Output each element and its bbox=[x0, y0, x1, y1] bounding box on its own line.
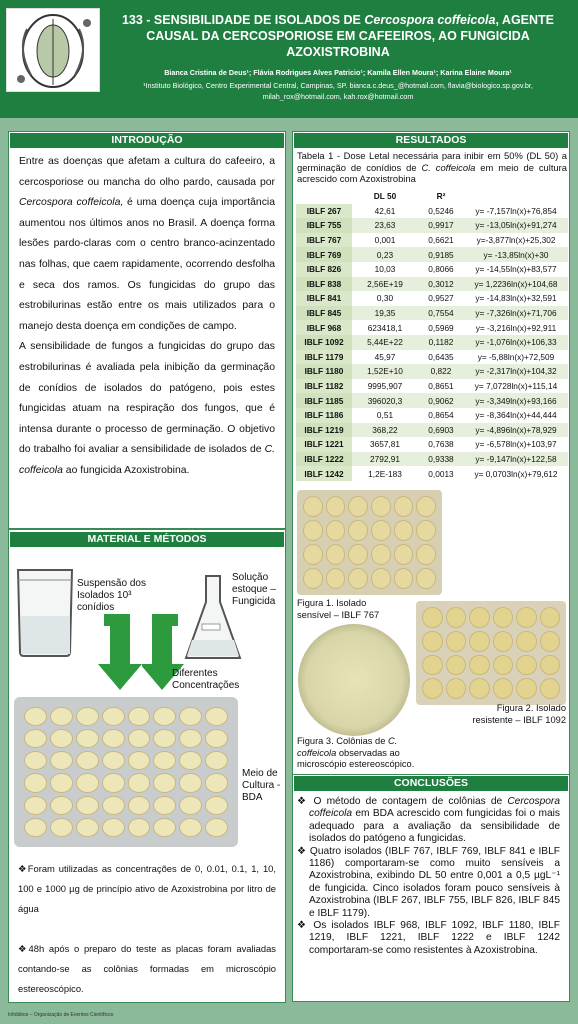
table-cell-eq: y= -5,88ln(x)+72,509 bbox=[477, 351, 555, 362]
table-cell-iso: IBLF 1185 bbox=[296, 393, 352, 408]
table-cell-iso: IBLF 1179 bbox=[296, 350, 352, 365]
table-cell-iso: IBLF 1221 bbox=[296, 437, 352, 452]
table-cell-iso: IBLF 767 bbox=[296, 233, 352, 248]
table-cell-eq: y= 1,2236ln(x)+104,68 bbox=[464, 277, 568, 292]
table-cell-r2: 0,1182 bbox=[418, 335, 464, 350]
table-cell-dl: 0,30 bbox=[376, 293, 394, 304]
table-row bbox=[296, 393, 568, 408]
bullet-diamond-icon: ❖ bbox=[18, 943, 29, 954]
results-heading: RESULTADOS bbox=[294, 133, 568, 148]
table-cell-r2: 0,6621 bbox=[428, 235, 454, 246]
table-cell-dl: 45,97 bbox=[374, 351, 396, 362]
table-cell-r2: 0,6903 bbox=[418, 423, 464, 438]
table-cell-r2: 0,8654 bbox=[428, 410, 454, 421]
col-r2-header: R² bbox=[436, 191, 446, 202]
table-cell-eq: y= -9,147ln(x)+122,58 bbox=[464, 452, 568, 467]
bullet-diamond-icon: ❖ bbox=[297, 920, 314, 932]
table-cell-r2: 0,822 bbox=[418, 364, 464, 379]
table-cell-r2: 0,3012 bbox=[418, 277, 464, 292]
authors: Bianca Cristina de Deus¹; Flávia Rodrigues Alves Patricio¹; Kamila Ellen Moura¹; Karina Elaine Moura¹ bbox=[164, 68, 512, 77]
multiwell-plate-image bbox=[14, 697, 238, 847]
bullet-diamond-icon: ❖ bbox=[297, 845, 310, 857]
table-row bbox=[296, 350, 568, 365]
table-cell-eq: y= -3,349ln(x)+93,166 bbox=[464, 393, 568, 408]
table-cell-dl: 1,2E-183 bbox=[368, 468, 402, 479]
table-cell-iso: IBLF 1092 bbox=[296, 335, 352, 350]
table-cell-eq: y= -14,83ln(x)+32,591 bbox=[475, 293, 557, 304]
table-cell-eq: y= -4,896ln(x)+78,929 bbox=[464, 423, 568, 438]
table-row bbox=[296, 437, 568, 452]
table-cell-dl: 368,22 bbox=[352, 423, 418, 438]
table-cell-iso: IBLF 1222 bbox=[296, 452, 352, 467]
table-cell-eq: y= -13,85ln(x)+30 bbox=[464, 247, 568, 262]
table-cell-iso: IBLF 769 bbox=[296, 247, 352, 262]
table-cell-dl: 19,35 bbox=[352, 306, 418, 321]
stock-label: Solução estoque – Fungicida bbox=[232, 572, 276, 607]
table-cell-iso: IBLF 841 bbox=[296, 291, 352, 306]
table-cell-iso: IBLF 1180 bbox=[296, 364, 352, 379]
methods-heading: MATERIAL E MÉTODOS bbox=[10, 532, 284, 547]
bullet-diamond-icon: ❖ bbox=[297, 796, 314, 807]
table-cell-r2: 0,0013 bbox=[428, 468, 454, 479]
table-cell-eq: y= -8,364ln(x)+44,444 bbox=[475, 410, 557, 421]
figure1-caption: Figura 1. Isolado sensível – IBLF 767 bbox=[297, 598, 380, 620]
table-cell-eq: y= -7,157ln(x)+76,854 bbox=[475, 205, 557, 216]
table-row bbox=[296, 233, 568, 248]
table-cell-eq: y= -14,55ln(x)+83,577 bbox=[475, 264, 557, 275]
table-cell-r2: 0,7638 bbox=[428, 439, 454, 450]
table-cell-dl: 23,63 bbox=[352, 218, 418, 233]
methods-bullet-2: ❖48h após o preparo do teste as placas foram avaliadas contando-se as colônias formadas em microscópio estereoscópico. bbox=[18, 943, 276, 994]
table-cell-r2: 0,7554 bbox=[418, 306, 464, 321]
table-cell-r2: 0,8651 bbox=[428, 381, 454, 392]
conclusion-2: ❖ Quatro isolados (IBLF 767, IBLF 769, IBLF 841 e IBLF 1186) comportaram-se como muito sensíveis a Azoxistrobina, exibindo DL 50 entre 0,001 a 0,5 µgL⁻¹ de fungicida. Cinco isolados foram pouco sensíveis à Azoxistrobina (IBLF 267, IBLF 755, IBLF 826, IBLF 845 e IBLF 1179). bbox=[297, 845, 560, 919]
table-cell-r2: 0,5246 bbox=[428, 205, 454, 216]
col-dl50-header: DL 50 bbox=[373, 191, 397, 202]
table-row bbox=[296, 247, 568, 262]
table-cell-eq: y= 7,0728ln(x)+115,14 bbox=[474, 381, 558, 392]
medium-label: Meio de Cultura - BDA bbox=[242, 768, 281, 803]
table-cell-r2: 0,6435 bbox=[428, 351, 454, 362]
table-cell-iso: IBLF 838 bbox=[296, 277, 352, 292]
table-cell-iso: IBLF 755 bbox=[296, 218, 352, 233]
table-cell-r2: 0,8066 bbox=[428, 264, 454, 275]
table-cell-dl: 396020,3 bbox=[352, 393, 418, 408]
bullet-diamond-icon: ❖ bbox=[18, 863, 28, 874]
poster-header bbox=[0, 0, 578, 118]
poster-title: 133 - SENSIBILIDADE DE ISOLADOS DE Cercospora coffeicola, AGENTE CAUSAL DA CERCOSPORIOSE EM CAFEEIROS, AO FUNGICIDA AZOXISTROBINA bbox=[121, 13, 555, 59]
suspension-label: Suspensão dos Isolados 10³ conídios bbox=[77, 578, 146, 613]
table-cell-r2: 0,9062 bbox=[418, 393, 464, 408]
table-row bbox=[296, 379, 568, 394]
table-cell-eq: y= -2,317ln(x)+104,32 bbox=[464, 364, 568, 379]
table-row bbox=[296, 262, 568, 277]
table-row bbox=[296, 408, 568, 423]
intro-heading: INTRODUÇÃO bbox=[10, 133, 284, 148]
methods-bullet-1: ❖Foram utilizadas as concentrações de 0, 0.01, 0.1, 1, 10, 100 e 1000 µg de princípio ativo de Azoxistrobina por litro de água bbox=[18, 863, 277, 914]
affiliation: ¹Instituto Biológico, Centro Experimental Central, Campinas, SP. bianca.c.deus_@hotmail.com, flavia@biologico.sp.gov.br, milah_rox@hotmail.com, kah.rox@hotmail.com bbox=[143, 81, 533, 101]
table-cell-dl: 42,61 bbox=[374, 205, 396, 216]
conclusion-3: ❖ Os isolados IBLF 968, IBLF 1092, IBLF 1180, IBLF 1219, IBLF 1221, IBLF 1222 e IBLF 1242 comportaram-se como resistentes à Azoxistrobina. bbox=[297, 920, 560, 956]
table-row bbox=[296, 320, 568, 335]
table-cell-eq: y=-3,877ln(x)+25,302 bbox=[476, 235, 556, 246]
table-cell-iso: IBLF 845 bbox=[296, 306, 352, 321]
table-cell-eq: y= -7,326ln(x)+71,706 bbox=[464, 306, 568, 321]
figure3-colonies-image bbox=[298, 624, 410, 736]
table-cell-dl: 0,51 bbox=[376, 410, 394, 421]
table-cell-iso: IBLF 826 bbox=[296, 262, 352, 277]
conclusions-heading: CONCLUSÕES bbox=[294, 776, 568, 791]
table-cell-dl: 2792,91 bbox=[352, 452, 418, 467]
table-cell-eq: y= -6,578ln(x)+103,97 bbox=[475, 439, 557, 450]
table-row bbox=[296, 218, 568, 233]
dl50-table bbox=[296, 189, 568, 481]
table-cell-dl: 0,23 bbox=[352, 247, 418, 262]
table-row bbox=[296, 452, 568, 467]
table-cell-eq: y= 0,0703ln(x)+79,612 bbox=[474, 468, 558, 479]
table-cell-dl: 10,03 bbox=[374, 264, 396, 275]
table-cell-eq: y= -13,05ln(x)+91,274 bbox=[464, 218, 568, 233]
table-cell-dl: 5,44E+22 bbox=[352, 335, 418, 350]
table-cell-iso: IBLF 1219 bbox=[296, 423, 352, 438]
table-cell-iso: IBLF 1182 bbox=[296, 379, 352, 394]
table-row bbox=[296, 277, 568, 292]
table-cell-iso: IBLF 267 bbox=[296, 204, 352, 219]
table-cell-r2: 0,9527 bbox=[428, 293, 454, 304]
table-cell-r2: 0,9185 bbox=[418, 247, 464, 262]
table-row bbox=[296, 306, 568, 321]
table-cell-dl: 1,52E+10 bbox=[352, 364, 418, 379]
figure2-plate-image bbox=[416, 601, 566, 705]
table-row bbox=[296, 364, 568, 379]
coffee-leaf-logo bbox=[6, 8, 100, 92]
table-cell-eq: y= -3,216ln(x)+92,911 bbox=[475, 322, 557, 333]
conclusions-text bbox=[297, 796, 560, 957]
table-row bbox=[296, 335, 568, 350]
table-cell-r2: 0,9338 bbox=[418, 452, 464, 467]
table-row bbox=[296, 291, 568, 306]
table-cell-dl: 9995,907 bbox=[367, 381, 403, 392]
footer: Infobibos – Organização de Eventos Científicos bbox=[8, 1012, 114, 1018]
table-cell-r2: 0,5969 bbox=[428, 322, 454, 333]
table-cell-eq: y= -1,076ln(x)+106,33 bbox=[464, 335, 568, 350]
table-cell-r2: 0,9917 bbox=[418, 218, 464, 233]
table-row bbox=[296, 204, 568, 219]
table-cell-iso: IBLF 1242 bbox=[296, 466, 352, 481]
table-cell-dl: 0,001 bbox=[374, 235, 396, 246]
beaker-icon bbox=[14, 566, 76, 658]
table-cell-iso: IBLF 968 bbox=[296, 320, 352, 335]
table-row bbox=[296, 423, 568, 438]
table-cell-dl: 2,56E+19 bbox=[352, 277, 418, 292]
table-cell-dl: 3657,81 bbox=[370, 439, 400, 450]
concentrations-label: Diferentes Concentrações bbox=[172, 668, 240, 691]
figure1-plate-image bbox=[297, 490, 442, 595]
table-caption: Tabela 1 - Dose Letal necessária para inibir em 50% (DL 50) a germinação de conídios de C. coffeicola em meio de cultura acrescido com Azoxistrobina bbox=[297, 150, 567, 184]
figure3-caption: Figura 3. Colônias de C. coffeicola observadas ao microscópio estereoscópico. bbox=[297, 736, 415, 769]
intro-text: Entre as doenças que afetam a cultura do cafeeiro, a cercosporiose ou mancha do olho pardo, causada por Cercospora coffeicola, é uma doença cuja importância aumentou nos últimos anos no Brasil. A doença forma lesões pardo-claras com o centro branco-acinzentado nas folhas, que caem rapidamente, ocorrendo desfolha e seca dos ramos. Os fungicidas do grupo das estrobilurinas estão entre os mais utilizados para o manejo desta doença em condições de campo. A sensibilidade de fungos a fungicidas do grupo das estrobilurinas é avaliada pela inibição da germinação de conídios de isolados do patógeno, pois estes fungicidas atuam na respiração dos fungos, que é intensa durante o processo de germinação. O objetivo do trabalho foi avaliar a sensibilidade de isolados de C. coffeicola ao fungicida Azoxistrobina. bbox=[19, 156, 275, 476]
table-cell-iso: IBLF 1186 bbox=[296, 408, 352, 423]
figure2-caption: Figura 2. Isolado resistente – IBLF 1092 bbox=[472, 703, 566, 725]
table-row bbox=[296, 466, 568, 481]
conclusion-1: ❖ O método de contagem de colônias de Cercospora coffeicola em BDA acrescido com fungicidas foi o mais adequado para a avaliação da sensibilidade de isolados do patógeno a fungicidas. bbox=[297, 796, 560, 845]
table-cell-dl: 623418,1 bbox=[367, 322, 403, 333]
